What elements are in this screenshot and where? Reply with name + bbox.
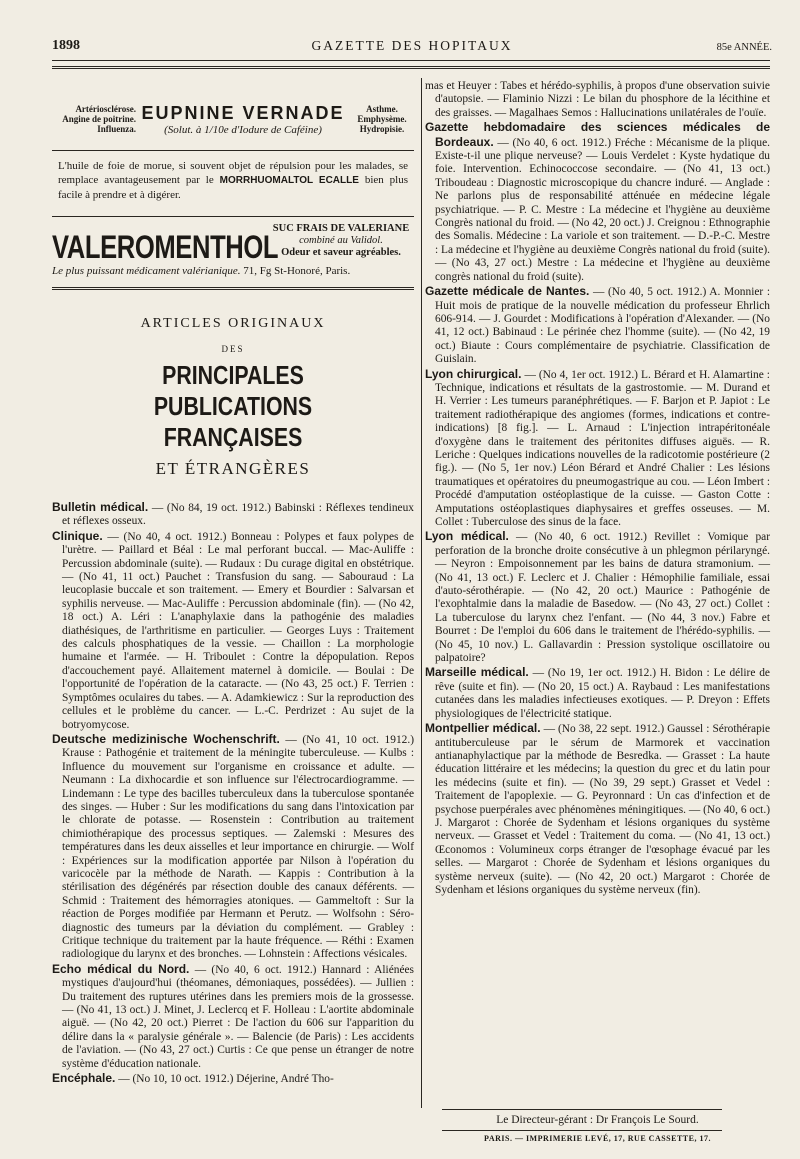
bibliography-entry [52, 963, 414, 1071]
valeromenthol-odeur: Odeur et saveur agréables. [281, 247, 401, 258]
eupnine-subtitle: (Solut. à 1/10e d'Iodure de Caféine) [164, 123, 322, 136]
morrhuomaltol-product: MORRHUOMALTOL ECALLE [219, 175, 359, 186]
journal-name: Clinique. [52, 528, 103, 543]
valeromenthol-address: 71, Fg St-Honoré, Paris. [243, 265, 351, 277]
footer-rule-top [442, 1109, 722, 1110]
right-entries [425, 80, 770, 897]
footer-rule-bottom [442, 1130, 722, 1131]
indication: Asthme. [366, 104, 398, 114]
footer-manager: Le Directeur-gérant : Dr François Le Sourd. [496, 1114, 699, 1126]
valeromenthol-combine: combiné au Validol. [299, 235, 383, 246]
entry-text: — (No 10, 10 oct. 1912.) Déjerine, André Tho- [118, 1073, 334, 1086]
morrhuomaltol-text: L'huile de foie de morue, si souvent objet de répulsion pour les malades, se remplace avantageusement par le [58, 160, 408, 186]
indication: Influenza. [97, 124, 136, 134]
entry-text: — (No 40, 6 oct. 1912.) Hannard : Aliénées mystiques d'aujourd'hui (théomanes, démoniaques, possédées). — Jullien : Du traitement des ruptures utérines dans les premiers mois de la grossesse. — (No 41, 13 oct.) J. Minet, J. Leclercq et F. Holleau : L'aortite abdominale aiguë. — (No 42, 20 oct.) Pierret : De l'action du 606 sur l'apparition du délire dans la « paralysie générale ». — Balencie (de Paris) : Les accidents de l'aviation. — (No 43, 27 oct.) Curtis : Ce que pense un étranger de notre système d'éducation nationale. [62, 963, 414, 1070]
bibliography-entry [425, 722, 770, 897]
bibliography-entry [425, 80, 770, 120]
bibliography-entry [425, 368, 770, 530]
section-heading [52, 316, 414, 479]
ad-separator [52, 216, 414, 217]
entry-text: — (No 40, 5 oct. 1912.) A. Monnier : Huit mois de pratique de la nouvelle médication du professeur Ehrlich 606-914. — J. Gourdet : Modifications à l'opération d'Alexander. — (No 41, 12 oct.) Babinaud : Le périnée chez l'homme (suite). — (No 42, 19 oct.) Biaute : Cours complémentaire de psychiatrie. Classification de Guislain. [435, 286, 770, 366]
valeromenthol-brand: VALEROMENTHOL [52, 229, 279, 265]
eupnine-indications-right [350, 104, 414, 134]
journal-title: GAZETTE DES HOPITAUX [311, 38, 513, 53]
journal-year: 85e ANNÉE. [716, 42, 772, 53]
valeromenthol-desc [266, 223, 416, 259]
page-header [52, 34, 772, 56]
column-divider [421, 78, 422, 1108]
journal-name: Marseille médical. [425, 665, 529, 680]
eupnine-ad [52, 98, 414, 140]
bibliography-entry [425, 285, 770, 366]
page-number: 1898 [52, 38, 80, 53]
journal-name: Lyon médical. [425, 529, 509, 544]
indication: Angine de poitrine. [62, 114, 136, 124]
valeromenthol-suc: SUC FRAIS DE VALERIANE [272, 223, 410, 234]
bibliography-entry [52, 1072, 414, 1086]
valeromenthol-tagline [52, 265, 350, 277]
entry-text: — (No 40, 6 oct. 1912.) Fréche : Mécanisme de la plique. Existe-t-il une plique nerveuse? — Louis Verdelet : Kyste hydatique du foie. Intervention. Echinococcose secondaire. — (No 41, 13 oct.) Triboudeau : Diagnostic microscopique du chancre induré. — Anglade : Ne parlons plus de responsabilité atténuée en médecine légale psychiatrique. — P. C. Mestre : La médecine et l'hygiène au deuxième Congrès national du froid. — (No 42, 20 oct.) J. Creignou : Ethnographie des Somalis. Médecine : La variole et son traitement. — D.-P.-C. Mestre : La médecine et l'hygiène au deuxième Congrès national du froid (suite). — (No 43, 27 oct.) Mestre : La médecine et l'hygiène au deuxième congrès national du froid (suite). [435, 136, 770, 283]
entry-text: — (No 84, 19 oct. 1912.) Babinski : Réflexes tendineux et réflexes osseux. [62, 502, 414, 528]
journal-name: Deutsche medizinische Wochenschrift. [52, 731, 280, 746]
section-des: DES [221, 344, 245, 354]
eupnine-indications-left [52, 104, 136, 134]
ad-separator [52, 287, 414, 290]
eupnine-brand: EUPNINE VERNADE [141, 102, 345, 123]
entry-text: mas et Heuyer : Tabes et hérédo-syphilis, à propos d'une observation suivie d'autopsie. — Flaminio Nizzi : Le bilan du phosphore de la lécithine et des graisses. — Magalhaes Semos : Hallucinations unilatérales de l'ouïe. [425, 80, 770, 119]
journal-name: Gazette médicale de Nantes. [425, 284, 590, 299]
bibliography-entry [425, 666, 770, 721]
entry-text: — (No 41, 10 oct. 1912.) Krause : Pathogénie et traitement de la méningite tuberculeuse. — Kulbs : Influence du mouvement sur l'organisme en croissance et adulte. — Neumann : La dixhocardie et son influence sur l'électrocardiogramme. — Lindemann : Le type des bacilles tuberculeux dans la tuberculose spontanée des singes. — Huber : Sur les modifications du sang dans l'intoxication par le chlorate de potasse. — Rosenstein : Contribution au traitement chimiothérapique des processus septiques. — Zalemski : Mesures des températures dans les deux aisselles et leur importance en chirurgie. — Wolf : Expériences sur la modification apportée par Nilson à l'opération du varicocèle par la méthode de Narath. — Kappis : Contribution à la stérilisation des dégénérés par résection double des canaux déférents. — Schmid : Traitement des hémorragies atoniques. — Gammeltoft : Sur la réaction de Porges modifiée par Hermann et Perutz. — Wolfsohn : Séro-diagnostic des tumeurs par la déviation du complément. — Grabley : Critique technique du traitement par la haute fréquence. — Réthi : Examen radiologique du larynx et des bronches. — Lohnstein : Affections vésicales. [62, 733, 414, 961]
bibliography-entry [425, 121, 770, 284]
bibliography-entry [52, 530, 414, 732]
indication: Emphysème. [357, 114, 407, 124]
entry-text: — (No 40, 4 oct. 1912.) Bonneau : Polypes et faux polypes de l'urètre. — Paillard et Béal : Le mal perforant buccal. — Mac-Auliffe : Percussion abdominale (suite). — Rudaux : Du curage digital en obstétrique. — (No 41, 11 oct.) Pauchet : Transfusion du sang. — Sabouraud : La leucoplasie buccale et son traitement. — Emery et Bourdier : Salvarsan et syphilis nerveuse. — Mac-Auliffe : Percussion abdominale (fin). — (No 42, 18 oct.) A. Léri : L'anaphylaxie dans la pathogénie des maladies diathésiques, de l'arthritisme en particulier. — Georges Luys : Traitement des calculs phosphatiques de la vessie. — Chaillon : La morphologie humaine et l'armée. — H. Triboulet : Contre la dépopulation. Repos d'accouchement payé. Allaitement maternel à domicile. — Boulai : De l'opportunité de l'opération de la cataracte. — (No 43, 25 oct.) F. Terrien : Symptômes oculaires du tabes. — A. Adamkiewicz : Sur la reproduction des cellules et le problème du cancer. — L.-C. Perdrizet : Au sujet de la botryomycose. [62, 530, 414, 731]
bibliography-entry [52, 501, 414, 529]
entry-text: — (No 19, 1er oct. 1912.) H. Bidon : Le délire de rêve (suite et fin). — (No 20, 15 oct.) A. Raybaud : Les manifestations cutanées dans les maladies infectieuses exotiques. — P. Dreyon : Effets physiologiques de l'électricité statique. [435, 667, 770, 720]
valeromenthol-ad [52, 221, 414, 283]
morrhuomaltol-ad [52, 155, 414, 206]
journal-name: Montpellier médical. [425, 721, 541, 736]
bibliography-entry [425, 530, 770, 665]
entry-text: — (No 38, 22 sept. 1912.) Gaussel : Sérothérapie antituberculeuse par le sérum de Marmorek et vaccination antianaphylactique par la méthode de Besredka. — Grasset : La haute éducation littéraire et les médecins; la question du grec et du latin pour les médecins (suite et fin). — (No 39, 29 sept.) Grasset et Vedel : Traitement de l'apoplexie. — G. Peyronnard : Un cas d'infection et de psychose puerpérales avec phénomènes méningitiques. — (No 40, 6 oct.) J. Margarot : Chorée de Sydenham et lésions organiques du système nerveux. — Grasset et Vedel : Traitement du coma. — (No 41, 13 oct.) Œconomos : Volumineux corps étranger de l'œsophage évacué par les selles. — Margarot : Chorée de Sydenham et lésions organiques du système nerveux (suite). — (No 42, 20 oct.) Margarot : Chorée de Sydenham et lésions organiques du système nerveux (fin). [435, 723, 771, 896]
entry-text: — (No 40, 6 oct. 1912.) Revillet : Vomique par perforation de la bronche droite consécutive à un phlegmon périlaryngé. — Neyron : Empoisonnement par les bains de datura stramonium. — (No 41, 13 oct.) F. Leclerc et J. Chalier : Hémophilie familiale, essai d'auto-sérothérapie. — (No 42, 20 oct.) Maurice : Pathogénie de l'exophtalmie dans la maladie de Basedow. — (No 43, 27 oct.) Collet : La tuberculose du larynx chez l'enfant. — (No 44, 3 nov.) Fabre et Bourret : De l'emploi du 606 dans le traitement de l'hérédo-syphilis. — (No 45, 10 nov.) L. Gallavardin : Pression systolique oscillatoire ou palpatoire? [435, 531, 770, 665]
section-title: ARTICLES ORIGINAUX [140, 316, 326, 331]
valeromenthol-tagline-text: Le plus puissant médicament valérianique. [52, 265, 241, 277]
footer-printer: PARIS. — IMPRIMERIE LEVÉ, 17, RUE CASSETTE, 17. [484, 1134, 711, 1143]
bibliography-entry [52, 733, 414, 962]
header-double-rule [52, 66, 770, 69]
morrhuomaltol-text-end: bien plus facile à prendre et à digérer. [58, 174, 409, 201]
section-subtitle: ET ÉTRANGÈRES [155, 459, 311, 478]
header-rule [52, 60, 770, 61]
journal-name: Gazette hebdomadaire des sciences médicales de Bordeaux. [425, 120, 770, 149]
journal-name: Encéphale. [52, 1071, 116, 1086]
indication: Hydropisie. [359, 124, 405, 134]
left-entries [52, 501, 414, 1086]
entry-text: — (No 4, 1er oct. 1912.) L. Bérard et H. Alamartine : Technique, indications et résultats de la gastrostomie. — M. Durand et H. Verrier : Les tumeurs paranéphrétiques. — F. Barjon et P. Japiot : Le traitement radiothérapique des angiomes (formes, indications et contre-indications) [8 fig.]. — L. Arnaud : L'injection intrapéritonéale d'oxygène dans le traitement des péritonites diffuses aiguës. — R. Leriche : Quelques indications nouvelles de la radicotomie postérieure (2 fig.). — (No 5, 1er nov.) Léon Bérard et André Chalier : Les lésions traumatiques et opératoires du pneumogastrique au cou. — Léon Imbert : Procédé d'amputation ostéoplastique de la cuisse. — Gaston Cotte : Amputations ostéoplastiques diaphysaires et greffes osseuses. — M. Collet : Tuberculose des sinus de la face. [435, 368, 770, 528]
left-column [52, 80, 414, 1087]
eupnine-center [136, 103, 350, 136]
journal-name: Lyon chirurgical. [425, 366, 522, 381]
right-column [425, 80, 770, 898]
section-main-title: PRINCIPALES PUBLICATIONS FRANÇAISES [153, 360, 313, 452]
journal-name: Echo médical du Nord. [52, 961, 190, 976]
ad-separator [52, 150, 414, 151]
indication: Artériosclérose. [75, 104, 136, 114]
journal-name: Bulletin médical. [52, 500, 149, 514]
